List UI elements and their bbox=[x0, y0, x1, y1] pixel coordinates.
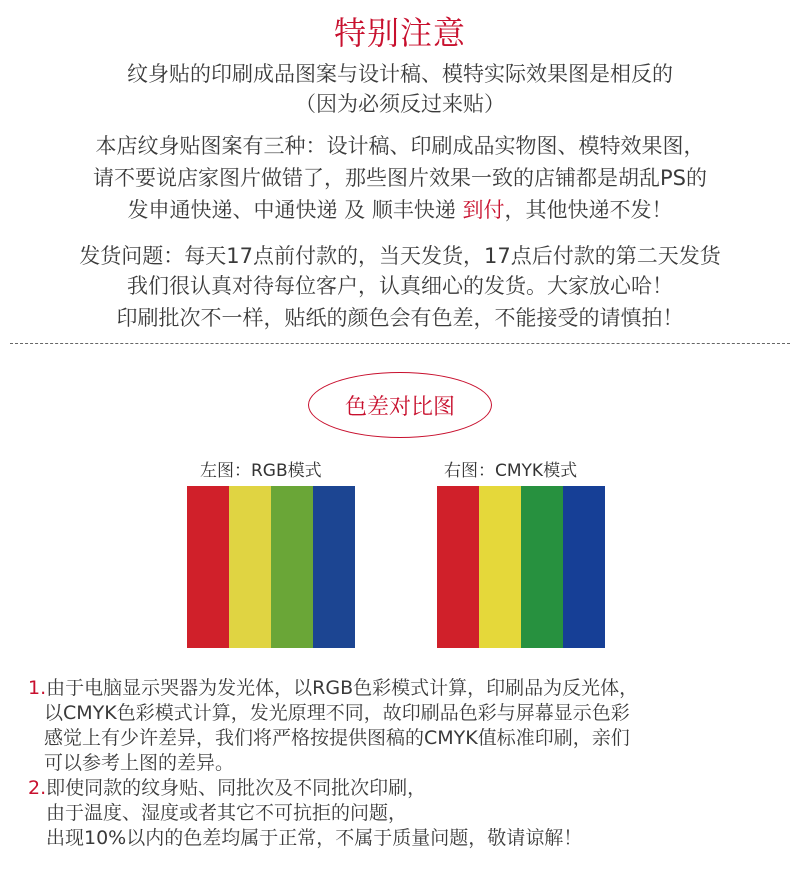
note-1-line-3: 感觉上有少许差异，我们将严格按提供图稿的CMYK值标准印刷，亲们 bbox=[44, 727, 630, 749]
note-1-line-2: 以CMYK色彩模式计算，发光原理不同，故印刷品色彩与屏幕显示色彩 bbox=[44, 702, 630, 724]
note-2-line-3: 出现10%以内的色差均属于正常，不属于质量问题，敬请谅解！ bbox=[46, 827, 583, 849]
rgb-caption: 左图：RGB模式 bbox=[200, 461, 322, 481]
comparison-label bbox=[308, 372, 492, 438]
cmyk-swatch-blue bbox=[563, 486, 605, 648]
delivery-line-1: 发货问题：每天17点前付款的，当天发货，17点后付款的第二天发货 bbox=[79, 244, 721, 268]
delivery-line-3: 印刷批次不一样，贴纸的颜色会有色差，不能接受的请慎拍！ bbox=[116, 306, 684, 330]
delivery-line-2: 我们很认真对待每位客户，认真细心的发货。大家放心哈！ bbox=[127, 274, 673, 298]
note-2-number: 2. bbox=[28, 777, 47, 799]
page-title: 特别注意 bbox=[333, 14, 466, 52]
rgb-swatch-red bbox=[187, 486, 229, 648]
cmyk-swatch-green bbox=[521, 486, 563, 648]
shop-notice-line-1: 本店纹身贴图案有三种：设计稿、印刷成品实物图、模特效果图， bbox=[95, 134, 705, 158]
comparison-label-text: 色差对比图 bbox=[344, 394, 455, 420]
cmyk-swatch-yellow bbox=[479, 486, 521, 648]
shipping-carriers: 发申通快递、中通快递 及 顺丰快递 bbox=[127, 198, 463, 222]
shipping-line bbox=[0, 196, 800, 224]
notes-section bbox=[28, 676, 788, 851]
rgb-swatch-green bbox=[271, 486, 313, 648]
rgb-swatch-yellow bbox=[229, 486, 271, 648]
rgb-swatch-blue bbox=[313, 486, 355, 648]
cmyk-swatch-red bbox=[437, 486, 479, 648]
cod-label: 到付 bbox=[462, 198, 505, 222]
cmyk-caption: 右图：CMYK模式 bbox=[444, 461, 578, 481]
intro-line-2: （因为必须反过来贴） bbox=[295, 92, 505, 116]
shop-notice-line-2: 请不要说店家图片做错了，那些图片效果一致的店铺都是胡乱PS的 bbox=[93, 166, 707, 190]
cmyk-swatch-strip bbox=[437, 486, 605, 648]
dashed-divider bbox=[10, 343, 790, 344]
rgb-swatch-strip bbox=[187, 486, 355, 648]
note-1-line-1: 1.由于电脑显示哭器为发光体，以RGB色彩模式计算，印刷品为反光体， bbox=[28, 677, 639, 699]
note-2-line-2: 由于温度、湿度或者其它不可抗拒的问题， bbox=[46, 802, 408, 824]
shipping-other: ，其他快递不发！ bbox=[504, 198, 673, 222]
note-1-number: 1. bbox=[28, 677, 47, 699]
note-2-line-1: 2.即使同款的纹身贴、同批次及不同批次印刷， bbox=[28, 777, 427, 799]
note-1-line-4: 可以参考上图的差异。 bbox=[44, 752, 235, 774]
intro-line-1: 纹身贴的印刷成品图案与设计稿、模特实际效果图是相反的 bbox=[127, 62, 673, 86]
